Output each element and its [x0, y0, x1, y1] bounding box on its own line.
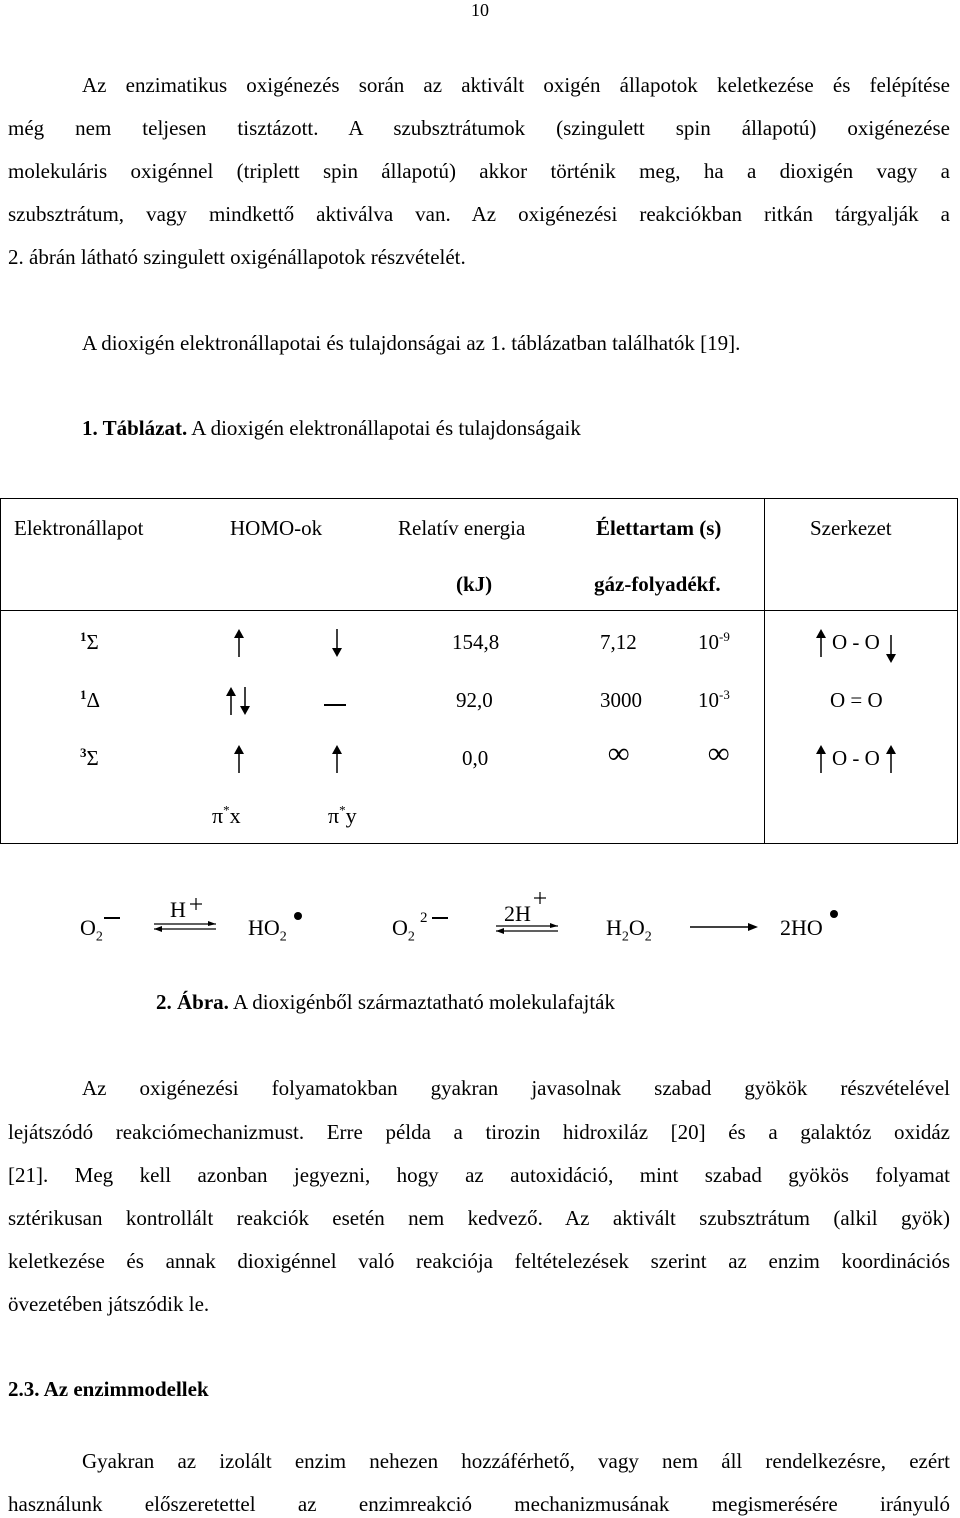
row-state: $^3$Σ [80, 745, 99, 770]
reaction-arrow-icon [688, 920, 760, 934]
infinity-icon: ∞ [708, 737, 730, 770]
species-peroxide: $O_2$ [392, 915, 415, 945]
charge-minus [432, 917, 448, 919]
paragraph-4-line: Gyakran az izolált enzim nehezen hozzáférhető, vagy nem áll rendelkezésre, ezért [82, 1449, 950, 1473]
species-hydroxyl-radical: 2HO [780, 915, 823, 940]
plus-icon [532, 890, 548, 906]
table-caption-text: A dioxigén elektronállapotai és tulajdonságaik [187, 416, 581, 440]
paragraph-2: A dioxigén elektronállapotai és tulajdonságai az 1. táblázatban találhatók [19]. [82, 331, 741, 355]
header-structure: Szerkezet [810, 516, 892, 540]
header-lifetime: Élettartam (s) [596, 516, 722, 540]
figure-caption: 2. Ábra. A dioxigénből származtatható molekulafajták [156, 990, 615, 1014]
species-superoxide: $O_2$ [80, 915, 103, 945]
paragraph-4-line: használunk előszeretettel az enzimreakció mechanizmusának megismerésére irányuló [8, 1492, 950, 1516]
paragraph-1-line: molekuláris oxigénnel (triplett spin állapotú) akkor történik meg, ha a dioxigén vagy a [8, 159, 950, 183]
infinity-icon: ∞ [608, 737, 630, 770]
paragraph-3-line: keletkezése és annak dioxigénnel való reakciója feltételezések szerint az enzim koordinációs [8, 1249, 950, 1273]
paragraph-3-line: sztérikusan kontrollált reakciók esetén nem kedvező. Az aktivált szubsztrátum (alkil gyök) [8, 1206, 950, 1230]
species-hydroperoxyl: $HO_2$ [248, 915, 287, 945]
radical-dot-icon [830, 910, 838, 918]
empty-orbital-dash [324, 704, 346, 706]
plus-icon [188, 896, 204, 912]
row-lifetime-liquid: $10^{-9}$ [698, 629, 730, 654]
arrow-up-icon [814, 628, 828, 658]
arrow-up-icon [232, 744, 246, 774]
row-lifetime-gas: 7,12 [600, 630, 637, 654]
section-heading: 2.3. Az enzimmodellek [8, 1377, 209, 1401]
arrow-up-icon [224, 686, 238, 716]
reagent-two-protons: 2H [504, 901, 531, 926]
header-relative-energy: Relatív energia [398, 516, 526, 540]
header-energy-unit: (kJ) [456, 572, 493, 596]
paragraph-1-line: szubsztrátum, vagy mindkettő aktiválva van. Az oxigénezési reakciókban ritkán tárgyalják a [8, 202, 950, 226]
charge-minus [104, 917, 120, 919]
paragraph-3-line: lejátszódó reakciómechanizmust. Erre példa a tirozin hidroxiláz [20] és a galaktóz oxidáz [8, 1120, 950, 1144]
orbital-label-pi-y: π*y [328, 802, 357, 828]
arrow-up-icon [814, 744, 828, 774]
orbital-label-pi-x: π*x [212, 802, 241, 828]
header-homo: HOMO-ok [230, 516, 323, 540]
paragraph-1-line: még nem teljesen tisztázott. A szubsztrátumok (szingulett spin állapotú) oxigénezése [8, 116, 950, 140]
row-lifetime-liquid: $10^{-3}$ [698, 687, 730, 712]
paragraph-1-line: Az enzimatikus oxigénezés során az aktivált oxigén állapotok keletkezése és felépítése [82, 73, 950, 97]
header-electron-state: Elektronállapot [14, 516, 144, 540]
table-caption [82, 416, 960, 440]
arrow-up-icon [330, 744, 344, 774]
paragraph-3-line: övezetében játszódik le. [8, 1292, 210, 1316]
row-state: $^1$Δ [80, 687, 101, 712]
arrow-down-icon [330, 628, 344, 658]
row-structure: O - O [832, 630, 880, 654]
arrow-up-icon [232, 628, 246, 658]
arrow-up-icon [884, 744, 898, 774]
charge-two: 2 [420, 910, 428, 926]
row-structure: O = O [830, 688, 883, 712]
row-energy: 0,0 [462, 746, 489, 770]
arrow-down-icon [884, 634, 898, 664]
table-caption-label: 1. Táblázat. [82, 416, 188, 440]
row-energy: 92,0 [456, 688, 493, 712]
equilibrium-arrow-icon [152, 920, 218, 934]
row-structure: O - O [832, 746, 880, 770]
row-lifetime-gas: 3000 [600, 688, 642, 712]
paragraph-3-line: Az oxigénezési folyamatokban gyakran javasolnak szabad gyökök részvételével [82, 1076, 950, 1100]
reagent-proton: H [170, 897, 186, 922]
equilibrium-arrow-icon [494, 922, 560, 936]
radical-dot-icon [294, 912, 302, 920]
paragraph-3-line: [21]. Meg kell azonban jegyezni, hogy az autoxidáció, mint szabad gyökös folyamat [8, 1163, 950, 1187]
page-number: 10 [471, 0, 489, 20]
row-energy: 154,8 [452, 630, 500, 654]
arrow-down-icon [238, 686, 252, 716]
species-hydrogen-peroxide: $H_2O_2$ [606, 915, 652, 945]
row-state: $^1$Σ [80, 629, 99, 654]
paragraph-1-line: 2. ábrán látható szingulett oxigénállapotok részvételét. [8, 245, 466, 269]
header-lifetime-phase: gáz-folyadékf. [594, 572, 721, 596]
